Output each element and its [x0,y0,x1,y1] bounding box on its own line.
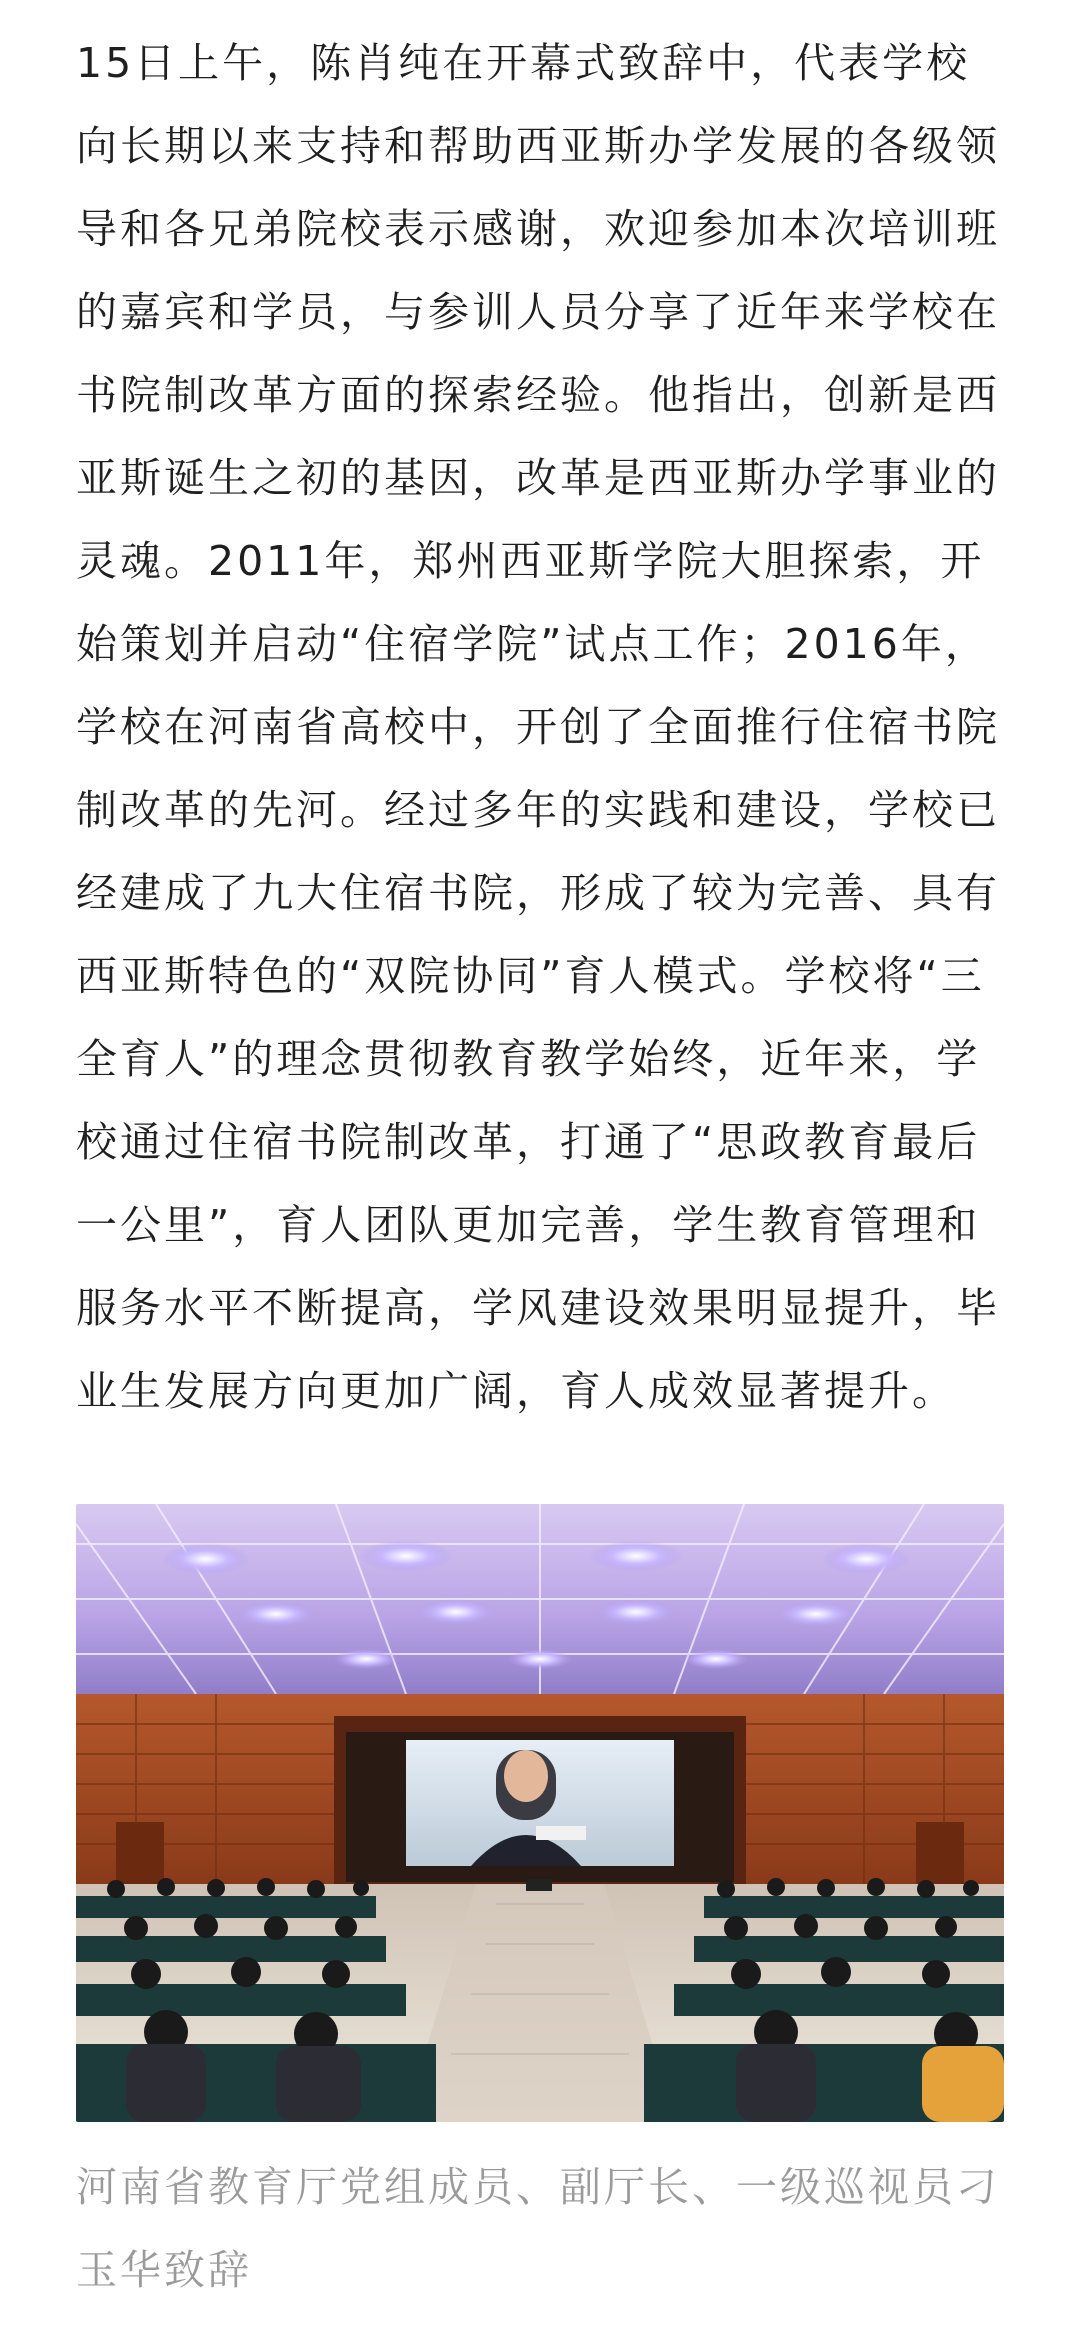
conference-hall-image [76,1504,1004,2122]
photo-caption: 河南省教育厅党组成员、副厅长、一级巡视员刁玉华致辞 [76,2163,1000,2294]
article-paragraph: 15日上午，陈肖纯在开幕式致辞中，代表学校向长期以来支持和帮助西亚斯办学发展的各级领导和各兄弟院校表示感谢，欢迎参加本次培训班的嘉宾和学员，与参训人员分享了近年来学校在书院制改革方面的探索经验。他指出，创新是西亚斯诞生之初的基因，改革是西亚斯办学事业的灵魂。2011年，郑州西亚斯学院大胆探索，开始策划并启动“住宿学院”试点工作；2016年，学校在河南省高校中，开创了全面推行住宿书院制改革的先河。经过多年的实践和建设，学校已经建成了九大住宿书院，形成了较为完善、具有西亚斯特色的“双院协同”育人模式。学校将“三全育人”的理念贯彻教育教学始终，近年来，学校通过住宿书院制改革，打通了“思政教育最后一公里”，育人团队更加完善，学生教育管理和服务水平不断提高，学风建设效果明显提升，毕业生发展方向更加广阔，育人成效显著提升。 [76,39,1000,1415]
conference-photo[interactable] [76,1504,1004,2122]
